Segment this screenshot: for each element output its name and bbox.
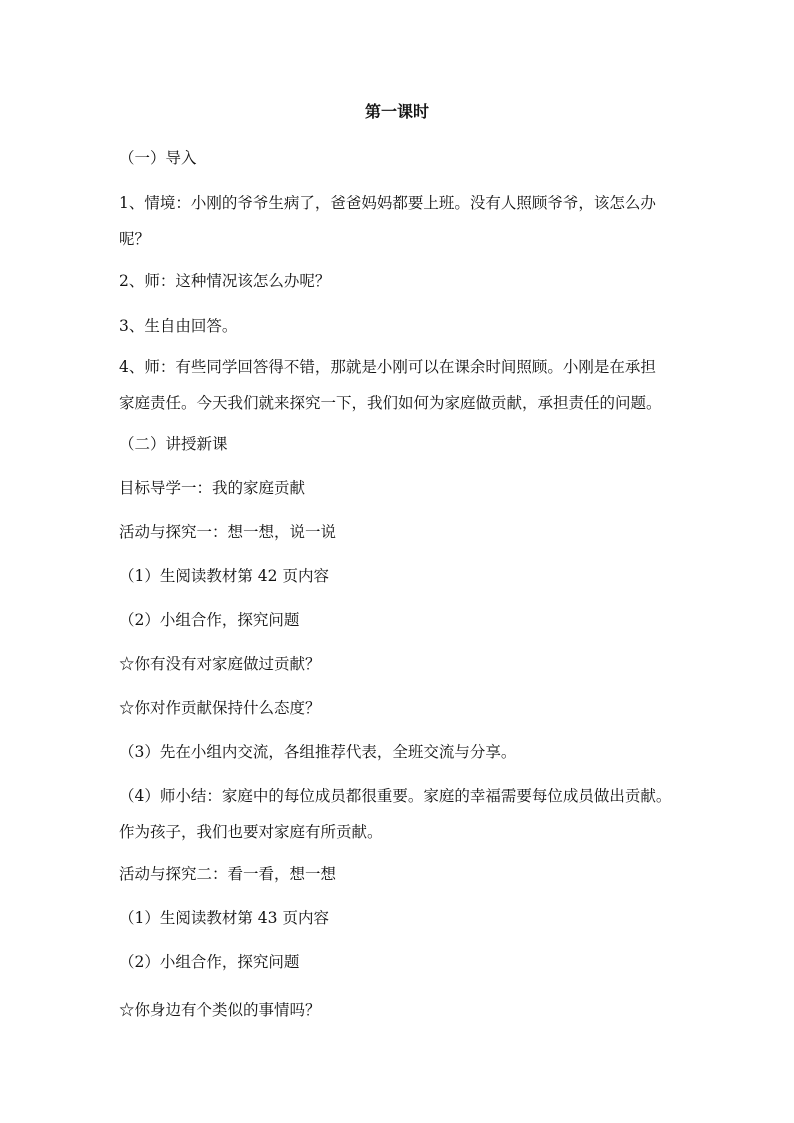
activity-1-summary-line-1: （4）师小结：家庭中的每位成员都很重要。家庭的幸福需要每位成员做出贡献。 <box>119 787 672 805</box>
activity-2-step-1: （1）生阅读教材第 43 页内容 <box>119 909 329 927</box>
activity-1-question-1: ☆你有没有对家庭做过贡献？ <box>119 655 321 673</box>
paragraph-1-line-1: 1、情境：小刚的爷爷生病了，爸爸妈妈都要上班。没有人照顾爷爷，该怎么办 <box>119 194 656 212</box>
paragraph-4-line-1: 4、师：有些同学回答得不错，那就是小刚可以在课余时间照顾。小刚是在承担 <box>119 358 656 376</box>
paragraph-4 <box>119 349 689 421</box>
activity-1-step-2: （2）小组合作，探究问题 <box>119 611 300 629</box>
section-heading-new-lesson: （二）讲授新课 <box>119 435 228 453</box>
activity-1-summary-line-2: 作为孩子，我们也要对家庭有所贡献。 <box>119 823 383 841</box>
activity-1-summary <box>119 778 689 850</box>
paragraph-1 <box>119 185 689 257</box>
activity-heading-2: 活动与探究二：看一看，想一想 <box>119 865 337 883</box>
activity-2-step-2: （2）小组合作，探究问题 <box>119 953 300 971</box>
activity-1-question-2: ☆你对作贡献保持什么态度？ <box>119 699 321 717</box>
paragraph-1-line-2: 呢？ <box>119 230 151 248</box>
paragraph-2: 2、师：这种情况该怎么办呢？ <box>119 272 331 290</box>
paragraph-3: 3、生自由回答。 <box>119 317 238 335</box>
activity-heading-1: 活动与探究一：想一想，说一说 <box>119 523 337 541</box>
activity-1-step-1: （1）生阅读教材第 42 页内容 <box>119 567 329 585</box>
goal-heading-1: 目标导学一：我的家庭贡献 <box>119 479 306 497</box>
page-title: 第一课时 <box>364 102 429 121</box>
activity-1-step-3: （3）先在小组内交流，各组推荐代表，全班交流与分享。 <box>119 743 517 761</box>
section-heading-intro: （一）导入 <box>119 149 197 167</box>
paragraph-4-line-2: 家庭责任。今天我们就来探究一下，我们如何为家庭做贡献，承担责任的问题。 <box>119 394 662 412</box>
activity-2-question-1: ☆你身边有个类似的事情吗？ <box>119 1001 321 1019</box>
